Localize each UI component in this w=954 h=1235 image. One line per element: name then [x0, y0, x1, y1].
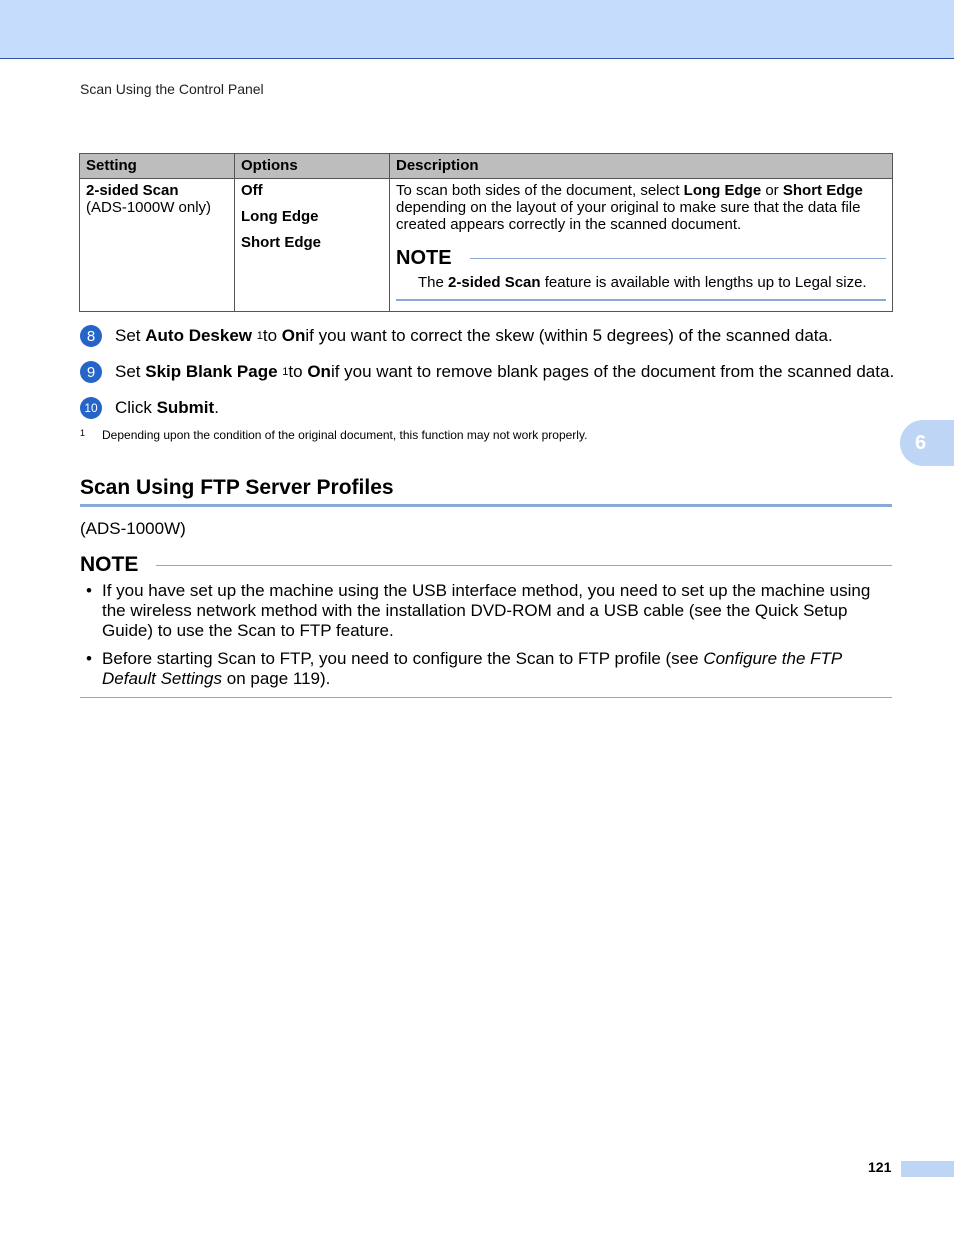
chapter-tab: 6: [900, 420, 954, 466]
section-title: Scan Using FTP Server Profiles: [80, 476, 892, 507]
step-text: if you want to remove blank pages of the document from the scanned data.: [330, 362, 895, 381]
step-text: Set: [115, 362, 141, 381]
bullet-icon: •: [86, 581, 92, 600]
step-number-badge: 8: [80, 325, 102, 347]
bullet-text-part: Before starting Scan to FTP, you need to configure the Scan to FTP profile (see: [102, 649, 704, 668]
description-option-short-edge: Short Edge: [782, 182, 863, 199]
note-text: feature is available with lengths up to Legal size.: [540, 274, 867, 291]
note-rule: [470, 258, 886, 259]
options-cell: [235, 179, 390, 312]
description-part: or: [761, 182, 783, 199]
note-rule: [156, 565, 892, 566]
description-text: [396, 182, 886, 233]
step-10: [80, 397, 219, 419]
model-note: (ADS-1000W): [80, 519, 186, 538]
bullet-text: [102, 649, 892, 689]
note-label: NOTE: [80, 553, 139, 576]
step-text: if you want to correct the skew (within 5 degrees) of the scanned data.: [305, 326, 833, 345]
option-off: Off: [241, 182, 263, 199]
step-bold-auto-deskew: Auto Deskew: [145, 326, 253, 345]
step-text: .: [214, 398, 219, 417]
column-header-setting: Setting: [80, 154, 235, 179]
step-bold-on: On: [281, 326, 306, 345]
bullet-text-part: on page 119).: [222, 669, 331, 688]
step-8: [80, 325, 833, 347]
footnote-ref: 1: [282, 366, 289, 378]
step-text: to: [288, 362, 303, 381]
cross-reference-link[interactable]: Configure the FTP Default Settings: [102, 649, 842, 688]
table-header-row: [80, 154, 893, 179]
step-bold-skip-blank-page: Skip Blank Page: [145, 362, 278, 381]
option-long-edge: Long Edge: [241, 208, 319, 225]
note-end-rule: [80, 697, 892, 698]
setting-cell: [80, 179, 235, 312]
note-bullet-list: [80, 581, 892, 689]
running-head: Scan Using the Control Panel: [80, 81, 264, 97]
option-short-edge: Short Edge: [241, 234, 322, 251]
footnote: [80, 428, 587, 442]
step-number-badge: 10: [80, 397, 102, 419]
step-text: to: [262, 326, 278, 345]
step-text: Set: [115, 326, 141, 345]
section-note: [80, 553, 892, 698]
setting-name: 2-sided Scan: [86, 182, 179, 199]
note-heading: [396, 247, 886, 270]
note-bold-text: 2-sided Scan: [448, 274, 541, 291]
footnote-text: Depending upon the condition of the original document, this function may not work properly.: [102, 428, 588, 442]
page-tab: [901, 1161, 954, 1177]
page-number: 121: [868, 1159, 892, 1175]
description-part: To scan both sides of the document, select: [396, 182, 684, 199]
table-note: [396, 247, 886, 301]
note-label: NOTE: [396, 247, 452, 269]
note-body: [396, 274, 886, 301]
column-header-description: Description: [390, 154, 893, 179]
footnote-number: 1: [80, 428, 86, 438]
note-text: The: [418, 274, 449, 291]
step-9: [80, 361, 894, 383]
step-text: Click: [115, 398, 152, 417]
note-heading: [80, 553, 892, 577]
footnote-ref: 1: [256, 330, 263, 342]
list-item: [80, 649, 892, 689]
bullet-text: If you have set up the machine using the USB interface method, you need to set up the machine using the wireless network method with the installation DVD-ROM and a USB cable (see the Quick Setup Guide) to use the Scan to FTP feature.: [102, 581, 871, 640]
description-option-long-edge: Long Edge: [683, 182, 762, 199]
description-cell: [390, 179, 893, 312]
column-header-options: Options: [235, 154, 390, 179]
step-bold-submit: Submit: [156, 398, 215, 417]
settings-table: [79, 153, 893, 312]
header-band: [0, 0, 954, 59]
step-number-badge: 9: [80, 361, 102, 383]
setting-note: (ADS-1000W only): [86, 199, 212, 216]
bullet-icon: •: [86, 649, 92, 668]
description-part: depending on the layout of your original to make sure that the data file created appears correctly in the scanned document.: [396, 199, 861, 233]
table-row: [80, 179, 893, 312]
list-item: [80, 581, 892, 641]
step-bold-on: On: [307, 362, 331, 381]
